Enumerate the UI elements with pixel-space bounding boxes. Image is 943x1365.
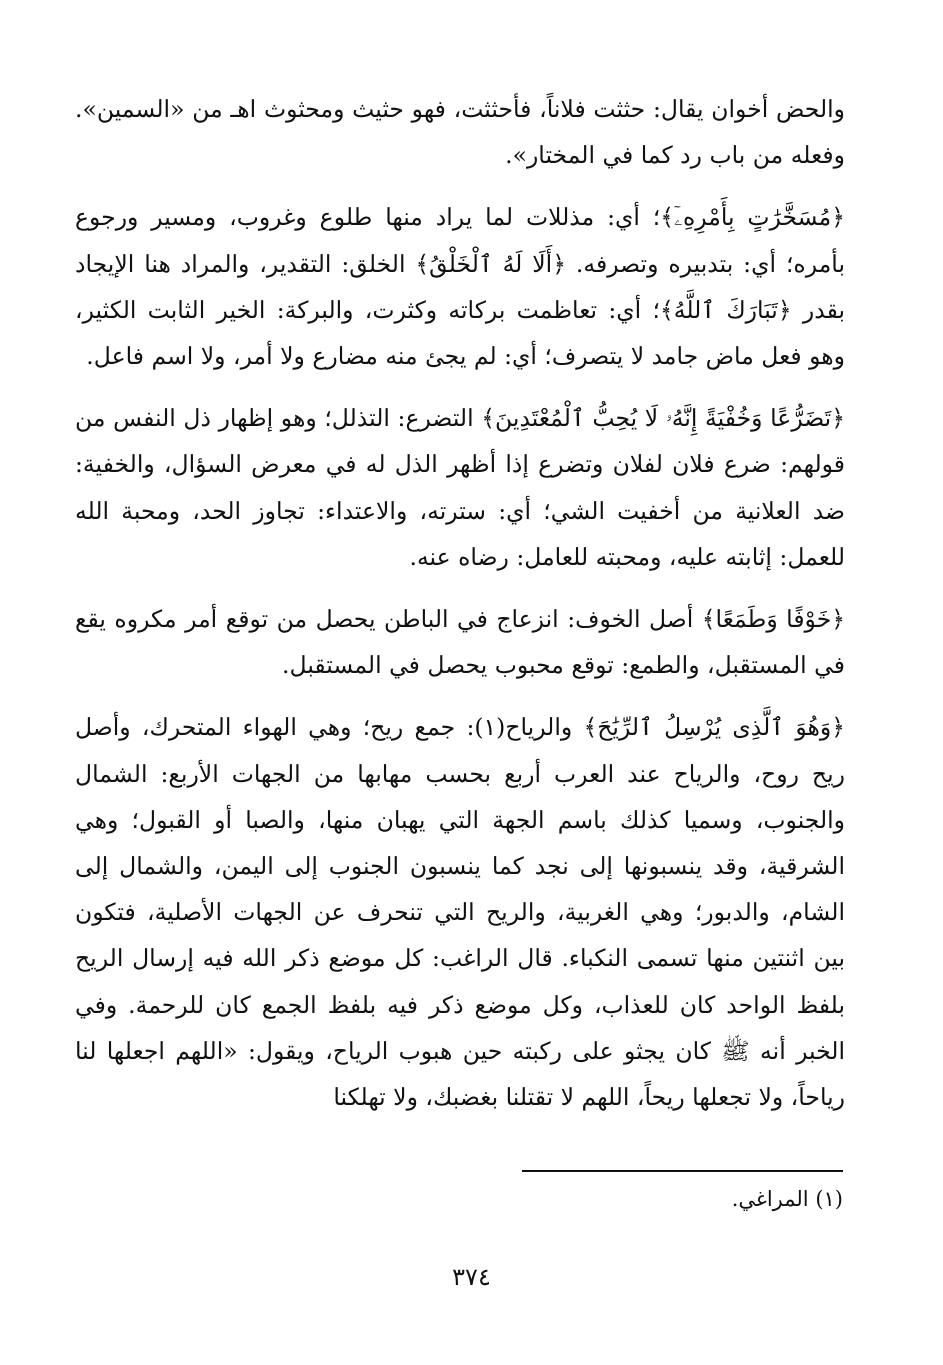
footnote-divider [522, 1170, 843, 1172]
paragraph-4: ﴿خَوْفًا وَطَمَعًا﴾ أصل الخوف: انزعاج في الباطن يحصل من توقع أمر مكروه يقع في المستقبل، والطمع: توقع محبوب يحصل في المستقبل. [75, 605, 845, 680]
page-number: ٣٧٤ [452, 1263, 491, 1291]
main-text [75, 86, 845, 1136]
paragraph-5: ﴿وَهُوَ ٱلَّذِى يُرْسِلُ ٱلرِّيَٰحَ﴾ والرياح(١): جمع ريح؛ وهي الهواء المتحرك، وأصل ريح روح، والرياح عند العرب أربع بحسب مهابها من الجهات الأربع: الشمال والجنوب، وسميا كذلك باسم الجهة التي يهبان منها، والصبا أو القبول؛ وهي الشرقية، وقد ينسبونها إلى نجد كما ينسبون الجنوب إلى اليمن، والشمال إلى الشام، والدبور؛ وهي الغربية، والريح التي تنحرف عن الجهات الأصلية، فتكون بين اثنتين منها تسمى النكباء. قال الراغب: كل موضع ذكر الله فيه إرسال الريح بلفظ الواحد كان للعذاب، وكل موضع ذكر فيه بلفظ الجمع كان للرحمة. وفي الخبر أنه ﷺ كان يجثو على ركبته حين هبوب الرياح، ويقول: «اللهم اجعلها لنا رياحاً، ولا تجعلها ريحاً، اللهم لا تقتلنا بغضبك، ولا تهلكنا [75, 713, 845, 1112]
paragraph-3: ﴿تَضَرُّعًا وَخُفْيَةً إِنَّهُۥ لَا يُحِبُّ ٱلْمُعْتَدِينَ﴾ التضرع: التذلل؛ وهو إظهار ذل النفس من قولهم: ضرع فلان لفلان وتضرع إذا أظهر الذل له في معرض السؤال، والخفية: ضد العلانية من أخفيت الشي؛ أي: سترته، والاعتداء: تجاوز الحد، ومحبة الله للعمل: إثابته عليه، ومحبته للعامل: رضاه عنه. [75, 404, 845, 571]
footnote: (١) المراغي. [731, 1187, 843, 1211]
paragraph-2: ﴿مُسَخَّرَٰتٍ بِأَمْرِهِۦٓ﴾؛ أي: مذللات لما يراد منها طلوع وغروب، ومسير ورجوع بأمره؛ أي: بتدبيره وتصرفه. ﴿أَلَا لَهُ ٱلْخَلْقُ﴾ الخلق: التقدير، والمراد هنا الإيجاد بقدر ﴿تَبَارَكَ ٱللَّهُ﴾؛ أي: تعاظمت بركاته وكثرت، والبركة: الخير الثابت الكثير، وهو فعل ماض جامد لا يتصرف؛ أي: لم يجئ منه مضارع ولا أمر، ولا اسم فاعل. [75, 203, 845, 371]
paragraph-1: والحض أخوان يقال: حثثت فلاناً، فأحثثت، فهو حثيث ومحثوث اهـ من «السمين». وفعله من باب رد كما في المختار». [75, 95, 845, 170]
